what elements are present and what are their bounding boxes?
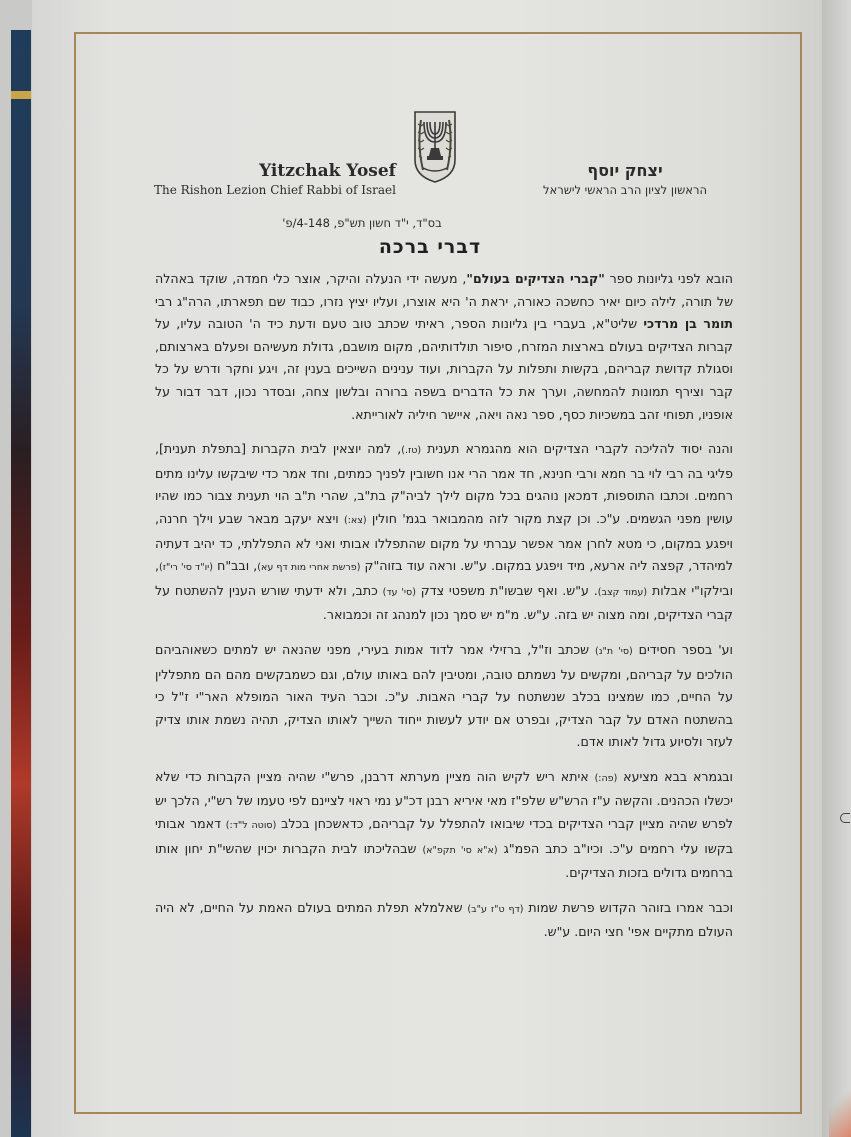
source-citation: (סי' עד) (382, 586, 416, 598)
spine-gold-band (11, 91, 31, 99)
source-citation: (סי' ת"נ) (595, 645, 633, 657)
body-paragraph (155, 639, 733, 754)
source-citation: (פרשת אחרי מות דף עא) (257, 562, 361, 574)
paragraph-text: שכתב וז"ל, ברזילי אמר לדוד אמות בעירי, מפני שהנאה יש למתים כשאוהביהם הולכים על קבריהם, ומקשים על נשמתם טובה, ומטיבין להם באותו עולם, וגם כשמבקשים מהם הם מתפללין על החיים, כמו שמצינו בכלב שנשתטח על קברי האבות. ע"כ. וכבר העיד האור המופלא האר"י ז"ל כי בהשתטח האדם על קבר הצדיק, ובפרט אם יודע לעשות ייחוד השייך לאותו הצדיק, תהיה נשמת אותו צדיק לעזר ולסיוע גדול לאותו אדם. (155, 641, 733, 750)
body-paragraph (155, 438, 733, 627)
book-spine (11, 30, 31, 1137)
body-paragraph (155, 897, 733, 944)
paragraph-text: שאלמלא תפלת המתים בעולם האמת על החיים, לא היה העולם מתקיים אפי' חצי היום. ע"ש. (155, 899, 733, 940)
paragraph-text: ויצא יעקב מבאר שבע וילך חרנה, ויפגע במקום, כי מטא לחרן אמר אפשר עברתי על מקום שהתפללו אבותי ואני לא התפללתי, כד יהיב דעתיה למיהדר, קפצה ליה ארעא, מיד ויפגע במקום. ע"ש. וראה עוד בזוה"ק (155, 510, 733, 574)
paragraph-text: שבהליכתו לבית הקברות יכוין שהשי"ת יחון אותו ברחמים גדולים בזכות הצדיקים. (155, 840, 733, 881)
document-title: דברי ברכה (378, 236, 482, 258)
israel-emblem-menorah-icon (413, 110, 457, 184)
source-citation: (סוטה ל"ד:) (225, 820, 277, 832)
paragraph-text: דאמר אבותי בקשו עלי רחמים ע"כ. וכיו"ב כתב הפמ"ג (155, 816, 733, 856)
paragraph-text: וכבר אמרו בזוהר הקדוש פרשת שמות (523, 899, 734, 915)
source-citation: (טז.) (401, 445, 422, 457)
paragraph-text: והנה יסוד להליכה לקברי הצדיקים הוא מהגמרא תענית (421, 441, 733, 457)
source-citation: (עמוד קצב) (597, 586, 648, 598)
paragraph-text: . ע"ש. ואף שבשו"ת משפטי צדק (415, 582, 598, 598)
paragraph-text: , ובילקו"י אבלות (155, 558, 734, 598)
paragraph-text: כתב, ולא ידעתי שורש הענין להשתטח על קברי הצדיקים, ומה מצוה יש בזה. ע"ש. מ"מ יש סמך נכון למנהג זה וכמבואר. (155, 582, 733, 623)
paragraph-text: הובא לפני גליונות ספר (604, 271, 733, 286)
paragraph-text: , מעשה ידי הנעלה והיקר, אוצר כלי חמדה, שוקד באהלה של תורה, לילה כיום יאיר כחשכה כאורה, יראת ה' היא אוצרו, ועליו יציץ נזרו, כבוד שם תפארתו, הרה"ג רבי (155, 271, 733, 309)
page-corner (829, 1077, 851, 1137)
hebrew-title: הראשון לציון הרב הראשי לישראל (543, 183, 707, 197)
hebrew-name: יצחק יוסף (587, 161, 663, 180)
source-citation: (פה:) (594, 772, 618, 784)
paragraph-text: , למה יוצאין לבית הקברות [בתפלת תענית], פליגי בה רבי לוי בר חמא ורבי חנינא, חד אמר הרי אנו חשובין לפניך כמתים, וחד אמר כדי שיבקשו עלינו מתים רחמים. וכתבו התוספות, דמכאן נוהגים בכל מקום לילך לביה"ק בת"ב, שהרי ת"ב הוי תענית צבור כמו שהיו עושין מפני הגשמים. ע"כ. וכן קצת מקור לזה מהמבואר בגמ' חולין (155, 441, 733, 526)
english-title: The Rishon Lezion Chief Rabbi of Israel (154, 183, 396, 197)
paragraph-text: ובגמרא בבא מציעא (617, 768, 733, 784)
reference-date-line: בס"ד, י"ד חשון תש"פ, 4-148/פ' (282, 216, 442, 230)
source-citation: (יו"ד סי' רי"ז) (159, 562, 214, 574)
adjacent-page-edge (822, 0, 851, 1137)
paragraph-text: , ובב"ח (213, 558, 258, 574)
letter-body (155, 268, 733, 956)
body-paragraph (155, 268, 733, 426)
paragraph-text: וע' בספר חסידים (632, 641, 733, 657)
paragraph-text: איתא ריש לקיש הוה מציין מערתא דרבנן, פרש"י שהיה מציין הקברות כדי שלא יכשלו הכהנים. והקשה ע"ז הרש"ש שלפ"ז מאי איריא רבנן דכ"ע נמי ראוי לציינם לפי טעמו של רש"י, הלכך יש לפרש שהיה מציין קברי הצדיקים בכדי שיבואו להתפלל על קבריהם, כדאשכחן בכלב (155, 768, 733, 832)
emphasized-text: "קברי הצדיקים בעולם" (466, 271, 605, 286)
paragraph-text: שליט"א, בעברי בין גליונות הספר, ראיתי שכתב טוב טעם ודעת כיד ה' הטובה עליו, על קברות הצדיקים בעולם בארצות המזרח, סיפור תולדותיהם, מקום מושבם, גדולת מעשיהם ופעלם בארצותם, וסגולת קדושת קבריהם, בקשות ותפלות על הקברות, ועוד ענינים השייכים בענין זה, ויגע וחקר ודרש על כל קבר וצירף תמונות להמחשה, וערך את כל הדברים בשפה ברורה ובלשון צחה, ובסדר נכון, דבר דבור על אופניו, תפוחי זהב במשכיות כסף, ספר נאה ויאה, איישר חיליה לאורייתא. (155, 316, 733, 422)
english-letterhead (150, 160, 396, 198)
body-paragraph (155, 766, 733, 885)
hebrew-letterhead (505, 160, 745, 198)
source-citation: (א"א סי' תקפ"א) (422, 844, 498, 856)
page-marker (840, 813, 850, 823)
source-citation: (דף ט"ז ע"ב) (467, 903, 524, 915)
source-citation: (צא:) (343, 514, 367, 526)
emphasized-text: תומר בן מרדכי (643, 316, 733, 332)
english-name: Yitzchak Yosef (259, 161, 396, 181)
